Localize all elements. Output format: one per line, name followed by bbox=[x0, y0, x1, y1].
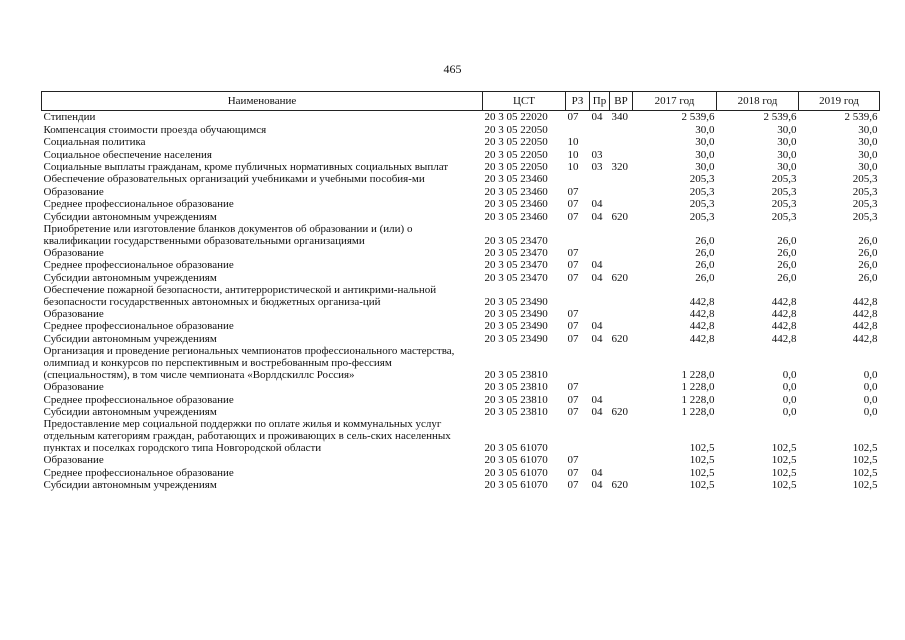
table-row bbox=[42, 148, 880, 160]
cell-2018: 442,8 bbox=[771, 308, 797, 321]
cell-rz: 07 bbox=[567, 271, 579, 284]
cell-rz bbox=[566, 284, 590, 308]
cell-pr bbox=[590, 185, 610, 197]
cell-name: Приобретение или изготовление бланков документов об образовании и (или) о квалификации государственными образовательными организациями bbox=[43, 222, 413, 247]
cell-cst: 20 3 05 23490 bbox=[484, 332, 548, 345]
cell-name: Компенсация стоимости проезда обучающимся bbox=[43, 123, 267, 136]
cell-rz: 07 bbox=[567, 393, 579, 406]
cell-2019: 26,0 bbox=[858, 271, 878, 284]
header-rz: РЗ bbox=[566, 92, 590, 111]
cell-cst: 20 3 05 22050 bbox=[484, 160, 548, 173]
cell-rz bbox=[566, 223, 590, 247]
header-2018: 2018 год bbox=[717, 92, 799, 111]
cell-vr: 320 bbox=[611, 160, 628, 173]
table-row bbox=[42, 418, 880, 454]
cell-name: Образование bbox=[43, 308, 104, 321]
cell-pr: 04 bbox=[591, 406, 603, 419]
table-row bbox=[42, 136, 880, 148]
cell-vr bbox=[610, 345, 633, 381]
cell-name: Образование bbox=[43, 246, 104, 259]
table-row bbox=[42, 111, 880, 124]
cell-2019: 205,3 bbox=[852, 198, 878, 211]
cell-2019: 102,5 bbox=[852, 454, 878, 467]
cell-pr bbox=[590, 136, 610, 148]
table-row bbox=[42, 123, 880, 135]
cell-2018: 0,0 bbox=[782, 393, 797, 406]
cell-2017: 26,0 bbox=[695, 271, 715, 284]
cell-rz bbox=[566, 173, 590, 185]
cell-2018: 26,0 bbox=[777, 246, 797, 259]
header-2019: 2019 год bbox=[799, 92, 880, 111]
cell-cst: 20 3 05 23490 bbox=[484, 308, 548, 321]
cell-rz: 07 bbox=[567, 246, 579, 259]
cell-2019: 26,0 bbox=[858, 246, 878, 259]
cell-2018: 205,3 bbox=[771, 185, 797, 198]
cell-pr: 04 bbox=[591, 332, 603, 345]
cell-cst: 20 3 05 23460 bbox=[484, 198, 548, 211]
cell-2018: 102,5 bbox=[771, 442, 797, 455]
cell-vr bbox=[610, 247, 633, 259]
cell-rz bbox=[566, 345, 590, 381]
table-row bbox=[42, 345, 880, 381]
cell-pr bbox=[590, 123, 610, 135]
cell-vr bbox=[610, 381, 633, 393]
table-row bbox=[42, 320, 880, 332]
cell-2017: 205,3 bbox=[689, 198, 715, 211]
cell-rz: 10 bbox=[567, 136, 579, 149]
cell-pr bbox=[590, 284, 610, 308]
cell-2017: 205,3 bbox=[689, 210, 715, 223]
cell-rz: 07 bbox=[567, 210, 579, 223]
cell-2018: 30,0 bbox=[777, 123, 797, 136]
cell-2017: 102,5 bbox=[689, 479, 715, 492]
cell-vr bbox=[610, 173, 633, 185]
cell-2019: 30,0 bbox=[858, 160, 878, 173]
cell-vr bbox=[610, 136, 633, 148]
table-row bbox=[42, 259, 880, 271]
cell-pr bbox=[590, 381, 610, 393]
cell-vr bbox=[610, 148, 633, 160]
cell-vr bbox=[610, 284, 633, 308]
cell-cst: 20 3 05 23470 bbox=[484, 234, 548, 247]
table-row bbox=[42, 161, 880, 173]
cell-name: Образование bbox=[43, 381, 104, 394]
table-row bbox=[42, 173, 880, 185]
cell-2019: 442,8 bbox=[852, 320, 878, 333]
cell-2019: 102,5 bbox=[852, 479, 878, 492]
cell-rz: 10 bbox=[567, 148, 579, 161]
table-row bbox=[42, 308, 880, 320]
cell-pr bbox=[590, 308, 610, 320]
cell-2017: 1 228,0 bbox=[681, 368, 715, 381]
cell-rz: 07 bbox=[567, 198, 579, 211]
header-2017: 2017 год bbox=[633, 92, 717, 111]
cell-name: Субсидии автономным учреждениям bbox=[43, 406, 217, 419]
cell-2018: 30,0 bbox=[777, 136, 797, 149]
cell-2019: 26,0 bbox=[858, 259, 878, 272]
table-row bbox=[42, 393, 880, 405]
cell-name: Среднее профессиональное образование bbox=[43, 393, 234, 406]
cell-cst: 20 3 05 23460 bbox=[484, 185, 548, 198]
cell-rz: 10 bbox=[567, 160, 579, 173]
cell-2017: 2 539,6 bbox=[681, 111, 715, 124]
cell-2017: 1 228,0 bbox=[681, 393, 715, 406]
table-row bbox=[42, 406, 880, 418]
cell-2018: 26,0 bbox=[777, 259, 797, 272]
cell-pr bbox=[590, 247, 610, 259]
cell-cst: 20 3 05 23490 bbox=[484, 320, 548, 333]
cell-2019: 102,5 bbox=[852, 466, 878, 479]
cell-name: Субсидии автономным учреждениям bbox=[43, 332, 217, 345]
table-row bbox=[42, 284, 880, 308]
cell-rz: 07 bbox=[567, 308, 579, 321]
cell-pr bbox=[590, 454, 610, 466]
table-row bbox=[42, 271, 880, 283]
cell-cst: 20 3 05 22050 bbox=[484, 136, 548, 149]
cell-pr: 04 bbox=[591, 210, 603, 223]
cell-2018: 26,0 bbox=[777, 234, 797, 247]
table-row bbox=[42, 454, 880, 466]
cell-pr: 04 bbox=[591, 111, 603, 124]
cell-2019: 0,0 bbox=[863, 381, 878, 394]
cell-2017: 1 228,0 bbox=[681, 381, 715, 394]
cell-rz: 07 bbox=[567, 406, 579, 419]
cell-rz: 07 bbox=[567, 111, 579, 124]
cell-2017: 442,8 bbox=[689, 295, 715, 308]
cell-name: Социальные выплаты гражданам, кроме публичных нормативных социальных выплат bbox=[43, 160, 449, 173]
cell-vr bbox=[610, 259, 633, 271]
cell-vr bbox=[610, 320, 633, 332]
cell-2017: 26,0 bbox=[695, 246, 715, 259]
cell-2019: 205,3 bbox=[852, 210, 878, 223]
cell-cst: 20 3 05 61070 bbox=[484, 479, 548, 492]
header-vr: ВР bbox=[610, 92, 633, 111]
table-body bbox=[42, 111, 880, 492]
table-row bbox=[42, 223, 880, 247]
cell-2017: 1 228,0 bbox=[681, 406, 715, 419]
cell-2018: 205,3 bbox=[771, 173, 797, 186]
cell-vr: 620 bbox=[611, 332, 628, 345]
cell-vr bbox=[610, 418, 633, 454]
cell-2018: 2 539,6 bbox=[763, 111, 797, 124]
cell-2017: 442,8 bbox=[689, 332, 715, 345]
cell-cst: 20 3 05 23460 bbox=[484, 210, 548, 223]
cell-2018: 442,8 bbox=[771, 320, 797, 333]
cell-name: Образование bbox=[43, 454, 104, 467]
cell-2019: 0,0 bbox=[863, 368, 878, 381]
cell-2018: 442,8 bbox=[771, 295, 797, 308]
budget-table bbox=[41, 91, 880, 491]
cell-2018: 30,0 bbox=[777, 148, 797, 161]
cell-pr bbox=[590, 173, 610, 185]
cell-2019: 0,0 bbox=[863, 406, 878, 419]
cell-rz: 07 bbox=[567, 332, 579, 345]
cell-vr: 620 bbox=[611, 479, 628, 492]
cell-cst: 20 3 05 61070 bbox=[484, 466, 548, 479]
cell-vr bbox=[610, 123, 633, 135]
cell-2017: 442,8 bbox=[689, 308, 715, 321]
table-row bbox=[42, 466, 880, 478]
cell-2017: 30,0 bbox=[695, 136, 715, 149]
cell-2019: 26,0 bbox=[858, 234, 878, 247]
cell-cst: 20 3 05 23470 bbox=[484, 271, 548, 284]
cell-vr bbox=[610, 393, 633, 405]
cell-2017: 30,0 bbox=[695, 160, 715, 173]
cell-cst: 20 3 05 61070 bbox=[484, 454, 548, 467]
cell-rz: 07 bbox=[567, 466, 579, 479]
cell-2018: 0,0 bbox=[782, 406, 797, 419]
table-row bbox=[42, 198, 880, 210]
cell-2019: 205,3 bbox=[852, 185, 878, 198]
header-row bbox=[42, 92, 880, 111]
cell-2017: 205,3 bbox=[689, 185, 715, 198]
cell-name: Среднее профессиональное образование bbox=[43, 259, 234, 272]
cell-cst: 20 3 05 23810 bbox=[484, 381, 548, 394]
cell-2017: 30,0 bbox=[695, 123, 715, 136]
cell-rz: 07 bbox=[567, 454, 579, 467]
cell-2018: 30,0 bbox=[777, 160, 797, 173]
cell-cst: 20 3 05 23810 bbox=[484, 406, 548, 419]
cell-2019: 442,8 bbox=[852, 295, 878, 308]
cell-cst: 20 3 05 23470 bbox=[484, 246, 548, 259]
cell-2018: 0,0 bbox=[782, 368, 797, 381]
table-row bbox=[42, 185, 880, 197]
cell-2018: 205,3 bbox=[771, 210, 797, 223]
cell-2018: 442,8 bbox=[771, 332, 797, 345]
cell-2019: 30,0 bbox=[858, 123, 878, 136]
cell-name: Обеспечение образовательных организаций учебниками и учебными пособия-ми bbox=[43, 173, 425, 186]
cell-name: Субсидии автономным учреждениям bbox=[43, 210, 217, 223]
cell-2018: 102,5 bbox=[771, 479, 797, 492]
cell-name: Социальная политика bbox=[43, 136, 146, 149]
cell-pr: 04 bbox=[591, 393, 603, 406]
cell-name: Образование bbox=[43, 185, 104, 198]
cell-2019: 205,3 bbox=[852, 173, 878, 186]
cell-name: Обеспечение пожарной безопасности, антитеррористической и антикрими-нальной безопасности государственных автономных и бюджетных организа-ций bbox=[43, 283, 437, 308]
cell-2018: 26,0 bbox=[777, 271, 797, 284]
cell-2018: 102,5 bbox=[771, 466, 797, 479]
cell-vr: 340 bbox=[611, 111, 628, 124]
cell-cst: 20 3 05 22050 bbox=[484, 123, 548, 136]
cell-name: Предоставление мер социальной поддержки по оплате жилья и коммунальных услуг отдельным категориям граждан, работающих и проживающих в сель-ских населенных пунктах и поселках городского типа Новгородской области bbox=[43, 418, 451, 455]
cell-2018: 205,3 bbox=[771, 198, 797, 211]
cell-pr: 04 bbox=[591, 198, 603, 211]
header-cst: ЦСТ bbox=[483, 92, 566, 111]
cell-name: Среднее профессиональное образование bbox=[43, 466, 234, 479]
cell-name: Среднее профессиональное образование bbox=[43, 320, 234, 333]
cell-vr: 620 bbox=[611, 406, 628, 419]
table-row bbox=[42, 479, 880, 491]
cell-2018: 102,5 bbox=[771, 454, 797, 467]
cell-pr: 03 bbox=[591, 148, 603, 161]
cell-pr: 03 bbox=[591, 160, 603, 173]
cell-cst: 20 3 05 23470 bbox=[484, 259, 548, 272]
cell-vr bbox=[610, 223, 633, 247]
cell-rz: 07 bbox=[567, 320, 579, 333]
cell-name: Социальное обеспечение населения bbox=[43, 148, 212, 161]
cell-vr bbox=[610, 308, 633, 320]
cell-2017: 30,0 bbox=[695, 148, 715, 161]
cell-cst: 20 3 05 61070 bbox=[484, 442, 548, 455]
cell-name: Субсидии автономным учреждениям bbox=[43, 271, 217, 284]
cell-rz: 07 bbox=[567, 381, 579, 394]
cell-cst: 20 3 05 23810 bbox=[484, 393, 548, 406]
cell-2019: 2 539,6 bbox=[844, 111, 878, 124]
cell-name: Стипендии bbox=[43, 111, 96, 124]
cell-pr: 04 bbox=[591, 466, 603, 479]
cell-2017: 102,5 bbox=[689, 442, 715, 455]
cell-cst: 20 3 05 23810 bbox=[484, 368, 548, 381]
cell-2019: 0,0 bbox=[863, 393, 878, 406]
cell-pr: 04 bbox=[591, 271, 603, 284]
cell-2017: 102,5 bbox=[689, 466, 715, 479]
cell-cst: 20 3 05 22020 bbox=[484, 111, 548, 124]
cell-vr: 620 bbox=[611, 210, 628, 223]
cell-name: Субсидии автономным учреждениям bbox=[43, 479, 217, 492]
cell-2019: 442,8 bbox=[852, 308, 878, 321]
cell-vr bbox=[610, 454, 633, 466]
cell-vr bbox=[610, 198, 633, 210]
table-row bbox=[42, 247, 880, 259]
page-number: 465 bbox=[443, 62, 462, 76]
cell-rz: 07 bbox=[567, 185, 579, 198]
header-pr: Пр bbox=[590, 92, 610, 111]
cell-name: Организация и проведение региональных чемпионатов профессионального мастерства, олимпиад и конкурсов по перспективным и востребованным про-фессиям (специальностям), в том числе чемпионата «Ворлдскиллс Россия» bbox=[43, 344, 455, 381]
table-row bbox=[42, 210, 880, 222]
cell-rz bbox=[566, 418, 590, 454]
cell-2018: 0,0 bbox=[782, 381, 797, 394]
table-row bbox=[42, 332, 880, 344]
cell-2017: 205,3 bbox=[689, 173, 715, 186]
table-row bbox=[42, 381, 880, 393]
cell-pr bbox=[590, 223, 610, 247]
cell-2019: 30,0 bbox=[858, 148, 878, 161]
cell-2017: 102,5 bbox=[689, 454, 715, 467]
cell-cst: 20 3 05 23460 bbox=[484, 173, 548, 186]
cell-vr bbox=[610, 466, 633, 478]
cell-pr: 04 bbox=[591, 479, 603, 492]
cell-2019: 102,5 bbox=[852, 442, 878, 455]
cell-rz: 07 bbox=[567, 479, 579, 492]
cell-2019: 442,8 bbox=[852, 332, 878, 345]
cell-cst: 20 3 05 22050 bbox=[484, 148, 548, 161]
header-name: Наименование bbox=[42, 92, 483, 111]
cell-2017: 26,0 bbox=[695, 234, 715, 247]
cell-cst: 20 3 05 23490 bbox=[484, 295, 548, 308]
cell-2019: 30,0 bbox=[858, 136, 878, 149]
cell-vr: 620 bbox=[611, 271, 628, 284]
cell-2017: 26,0 bbox=[695, 259, 715, 272]
cell-pr bbox=[590, 345, 610, 381]
cell-name: Среднее профессиональное образование bbox=[43, 198, 234, 211]
cell-2017: 442,8 bbox=[689, 320, 715, 333]
cell-pr: 04 bbox=[591, 259, 603, 272]
cell-pr bbox=[590, 418, 610, 454]
cell-rz: 07 bbox=[567, 259, 579, 272]
cell-vr bbox=[610, 185, 633, 197]
cell-pr: 04 bbox=[591, 320, 603, 333]
cell-rz bbox=[566, 123, 590, 135]
